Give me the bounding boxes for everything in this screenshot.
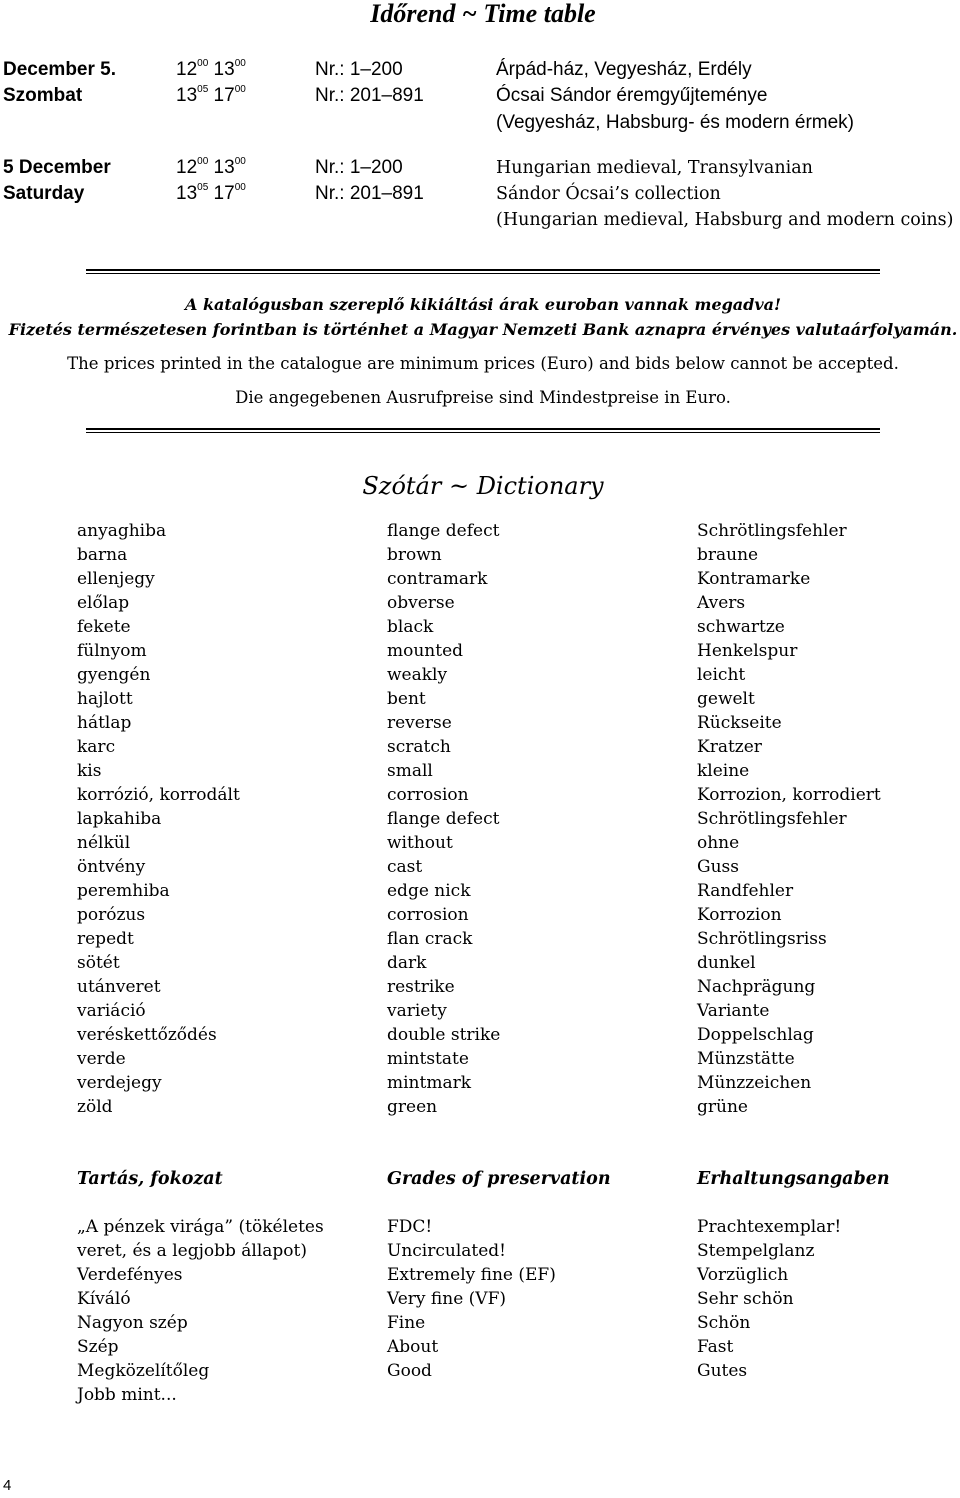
- list-item: corrosion: [387, 905, 469, 925]
- list-item: dark: [387, 953, 427, 973]
- list-item: kleine: [697, 761, 750, 781]
- list-item: Fast: [697, 1337, 734, 1357]
- session-description-extra: (Hungarian medieval, Habsburg and modern coins): [496, 210, 954, 230]
- note-hu-prices: A katalógusban szereplő kikiáltási árak euroban vannak megadva!: [184, 295, 782, 314]
- note-de-prices: Die angegebenen Ausrufpreise sind Mindestpreise in Euro.: [235, 388, 731, 407]
- dictionary-column-en: [387, 519, 500, 1119]
- list-item: Schrötlingsfehler: [697, 809, 847, 829]
- list-item: contramark: [387, 569, 488, 589]
- list-item: mintmark: [387, 1073, 472, 1093]
- list-item: repedt: [77, 929, 134, 949]
- list-item: Fine: [387, 1313, 426, 1333]
- list-item: Szép: [77, 1337, 119, 1357]
- day: Saturday: [3, 183, 85, 204]
- list-item: Münzzeichen: [697, 1073, 812, 1093]
- day: December 5.: [3, 59, 117, 80]
- grades-column-de: [697, 1215, 841, 1383]
- list-item: About: [387, 1337, 439, 1357]
- list-item: FDC!: [387, 1217, 433, 1237]
- double-rule-bottom: [86, 428, 880, 433]
- list-item: cast: [387, 857, 423, 877]
- list-item: Randfehler: [697, 881, 794, 901]
- list-item: Megközelítőleg: [77, 1361, 210, 1381]
- list-item: black: [387, 617, 434, 637]
- list-item: braune: [697, 545, 759, 565]
- list-item: Variante: [697, 1001, 770, 1021]
- double-rule-top: [86, 269, 880, 274]
- list-item: Schrötlingsriss: [697, 929, 827, 949]
- grades-column-hu: [77, 1215, 327, 1407]
- list-item: flange defect: [387, 521, 500, 541]
- list-item: flan crack: [387, 929, 473, 949]
- list-item: peremhiba: [77, 881, 170, 901]
- session-description: Árpád-ház, Vegyesház, Erdély: [496, 59, 752, 80]
- time-range: $12^{00}$ $13^{00}$: [176, 155, 246, 178]
- list-item: brown: [387, 545, 442, 565]
- lot-range: Nr.: 201–891: [315, 85, 424, 106]
- session-description: Ócsai Sándor éremgyűjteménye: [496, 85, 768, 106]
- list-item: schwartze: [697, 617, 785, 637]
- list-item: Kratzer: [697, 737, 762, 757]
- list-item: Stempelglanz: [697, 1241, 815, 1261]
- dictionary-column-de: [697, 519, 881, 1119]
- list-item: sötét: [77, 953, 120, 973]
- list-item: mintstate: [387, 1049, 469, 1069]
- time-range: $13^{05}$ $17^{00}$: [176, 83, 246, 106]
- list-item: mounted: [387, 641, 464, 661]
- list-item: Guss: [697, 857, 739, 877]
- list-item: dunkel: [697, 953, 756, 973]
- list-item: Schön: [697, 1313, 751, 1333]
- list-item: grüne: [697, 1097, 748, 1117]
- list-item: hátlap: [77, 713, 132, 733]
- list-item: Kíváló: [77, 1289, 131, 1309]
- time-range: $12^{00}$ $13^{00}$: [176, 57, 246, 80]
- list-item: nélkül: [77, 833, 131, 853]
- list-item: Korrozion: [697, 905, 782, 925]
- list-item: obverse: [387, 593, 455, 613]
- list-item: restrike: [387, 977, 455, 997]
- list-item: edge nick: [387, 881, 471, 901]
- list-item: barna: [77, 545, 128, 565]
- list-item: Good: [387, 1361, 432, 1381]
- list-item: Jobb mint...: [77, 1385, 177, 1405]
- list-item: Doppelschlag: [697, 1025, 814, 1045]
- list-item: verde: [77, 1049, 126, 1069]
- list-item: scratch: [387, 737, 451, 757]
- list-item: Henkelspur: [697, 641, 798, 661]
- day: Szombat: [3, 85, 83, 106]
- grades-heading-hu: Tartás, fokozat: [77, 1169, 223, 1189]
- list-item: gyengén: [77, 665, 151, 685]
- list-item: Nachprägung: [697, 977, 816, 997]
- list-item: „A pénzek virága” (tökéletes veret, és a legjobb állapot): [77, 1217, 324, 1261]
- note-hu-payment: Fizetés természetesen forintban is történhet a Magyar Nemzeti Bank aznapra érvényes valutaárfolyamán.: [8, 320, 958, 339]
- list-item: gewelt: [697, 689, 755, 709]
- grades-heading-de: Erhaltungsangaben: [697, 1169, 890, 1189]
- list-item: kis: [77, 761, 102, 781]
- grades-column-en: [387, 1215, 556, 1383]
- list-item: anyaghiba: [77, 521, 167, 541]
- list-item: ohne: [697, 833, 740, 853]
- list-item: variety: [387, 1001, 447, 1021]
- page-number: 4: [3, 1477, 12, 1494]
- list-item: Extremely fine (EF): [387, 1265, 556, 1285]
- list-item: Nagyon szép: [77, 1313, 188, 1333]
- list-item: Kontramarke: [697, 569, 811, 589]
- list-item: öntvény: [77, 857, 146, 877]
- list-item: double strike: [387, 1025, 501, 1045]
- list-item: flange defect: [387, 809, 500, 829]
- list-item: lapkahiba: [77, 809, 162, 829]
- time-range: $13^{05}$ $17^{00}$: [176, 181, 246, 204]
- list-item: Vorzüglich: [697, 1265, 789, 1285]
- list-item: Prachtexemplar!: [697, 1217, 842, 1237]
- list-item: előlap: [77, 593, 130, 613]
- list-item: veréskettőződés: [77, 1025, 217, 1045]
- page-title: Időrend ~ Time table: [370, 0, 596, 28]
- day: 5 December: [3, 157, 111, 178]
- dictionary-column-hu: [77, 519, 240, 1119]
- session-description: Hungarian medieval, Transylvanian: [496, 158, 813, 178]
- lot-range: Nr.: 1–200: [315, 157, 403, 178]
- list-item: weakly: [387, 665, 448, 685]
- list-item: verdejegy: [77, 1073, 162, 1093]
- list-item: reverse: [387, 713, 452, 733]
- list-item: utánveret: [77, 977, 161, 997]
- session-description: Sándor Ócsai’s collection: [496, 184, 721, 204]
- list-item: without: [387, 833, 453, 853]
- dictionary-title: Szótár ~ Dictionary: [362, 472, 604, 500]
- list-item: karc: [77, 737, 116, 757]
- lot-range: Nr.: 201–891: [315, 183, 424, 204]
- lot-range: Nr.: 1–200: [315, 59, 403, 80]
- note-en-prices: The prices printed in the catalogue are minimum prices (Euro) and bids below cannot be accepted.: [67, 354, 899, 373]
- list-item: small: [387, 761, 433, 781]
- list-item: Korrozion, korrodiert: [697, 785, 881, 805]
- list-item: Münzstätte: [697, 1049, 795, 1069]
- list-item: Sehr schön: [697, 1289, 794, 1309]
- list-item: porózus: [77, 905, 146, 925]
- list-item: leicht: [697, 665, 746, 685]
- list-item: Uncirculated!: [387, 1241, 507, 1261]
- list-item: Gutes: [697, 1361, 748, 1381]
- list-item: Verdefényes: [77, 1265, 183, 1285]
- list-item: Rückseite: [697, 713, 782, 733]
- list-item: corrosion: [387, 785, 469, 805]
- list-item: fekete: [77, 617, 131, 637]
- list-item: Schrötlingsfehler: [697, 521, 847, 541]
- list-item: ellenjegy: [77, 569, 155, 589]
- list-item: green: [387, 1097, 438, 1117]
- list-item: zöld: [77, 1097, 113, 1117]
- list-item: Avers: [697, 593, 746, 613]
- list-item: fülnyom: [77, 641, 147, 661]
- list-item: hajlott: [77, 689, 133, 709]
- grades-heading-en: Grades of preservation: [387, 1169, 611, 1189]
- list-item: Very fine (VF): [387, 1289, 506, 1309]
- list-item: bent: [387, 689, 426, 709]
- list-item: variáció: [77, 1001, 146, 1021]
- list-item: korrózió, korrodált: [77, 785, 240, 805]
- session-description-extra: (Vegyesház, Habsburg- és modern érmek): [496, 112, 854, 133]
